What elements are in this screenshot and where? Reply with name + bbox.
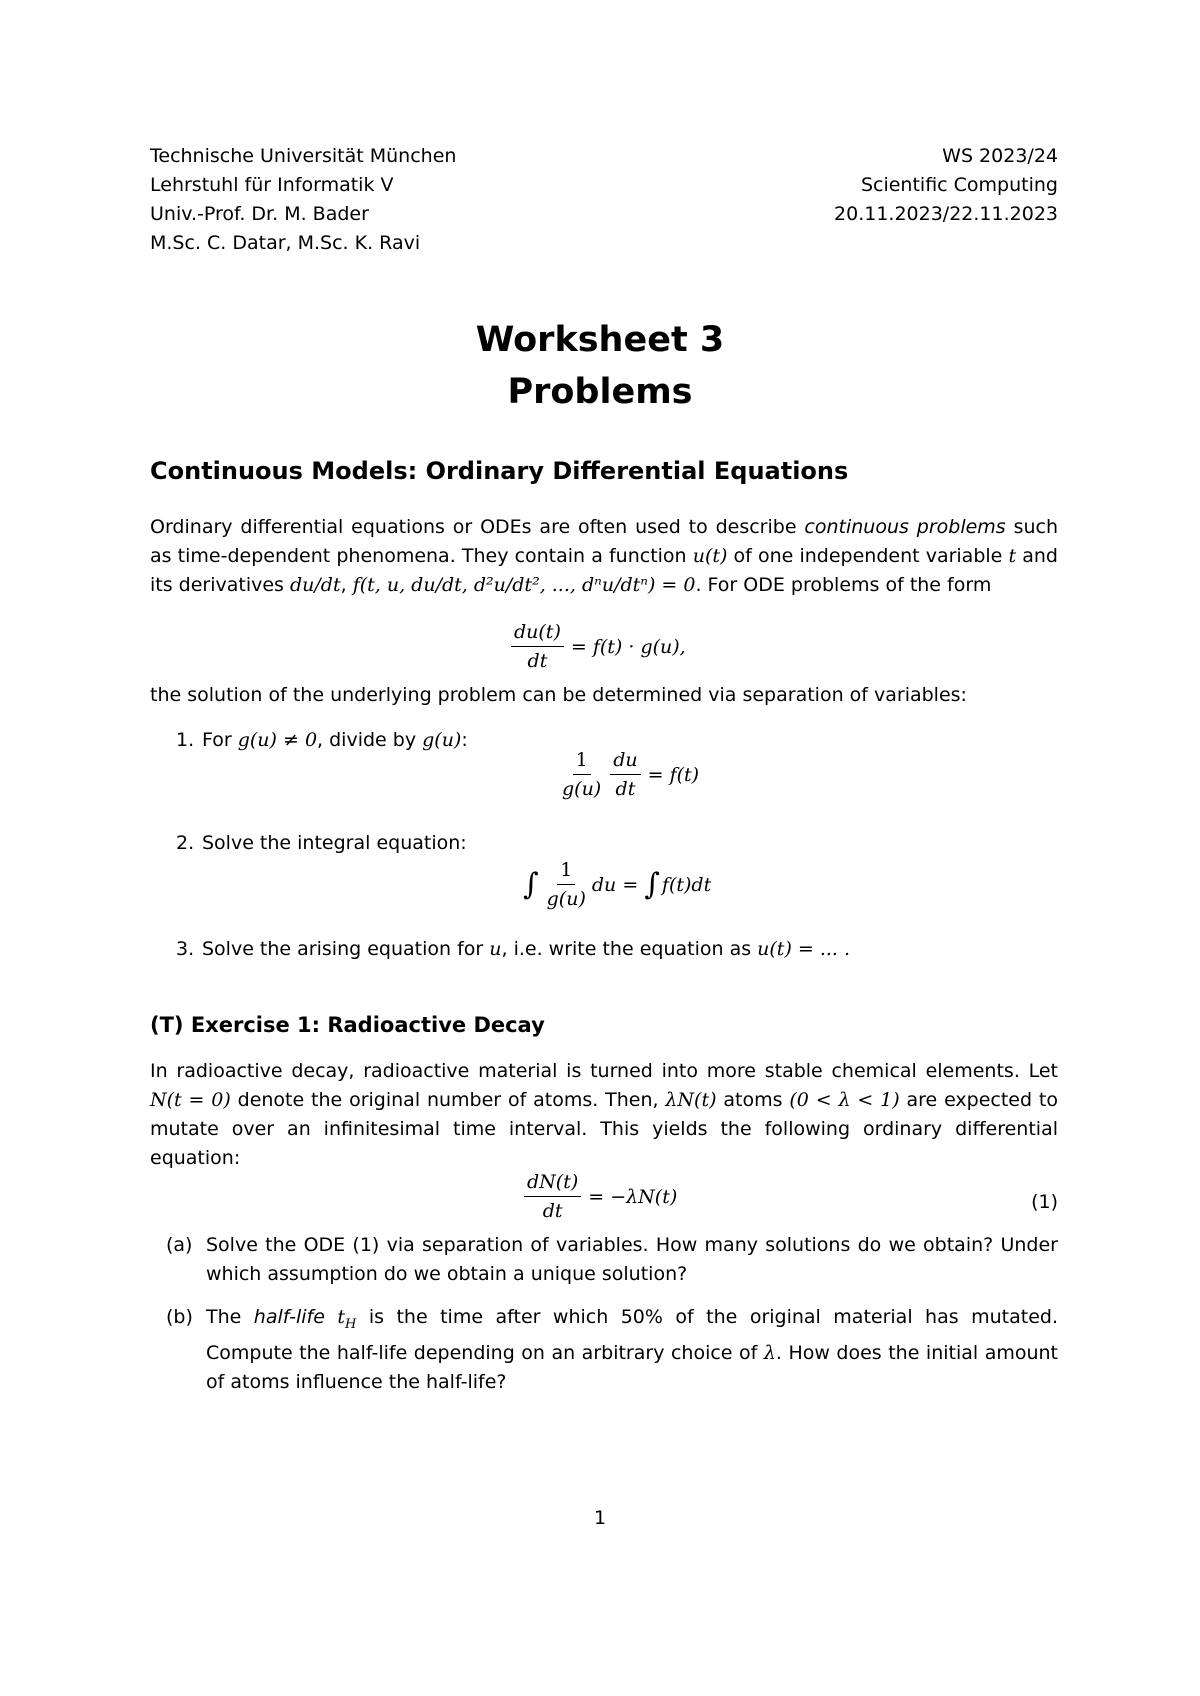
- fraction-numerator: du(t): [511, 620, 564, 647]
- item-text-part: The: [206, 1306, 254, 1328]
- session-dates: 20.11.2023/22.11.2023: [834, 203, 1058, 225]
- tutors-names: M.Sc. C. Datar, M.Sc. K. Ravi: [150, 232, 421, 254]
- equation-decay: [521, 1170, 677, 1223]
- intro-text-1: Ordinary differential equations or ODEs are often used to describe: [150, 516, 805, 538]
- step-text: Solve the arising equation for: [202, 938, 490, 960]
- header-left: [150, 142, 456, 258]
- fraction-denominator: dt: [527, 650, 548, 672]
- decay-text-4: are expected to mutate over an infinitesimal time interval. This yields the following ordinary differential equation:: [150, 1089, 1058, 1169]
- equation-number: (1): [1031, 1191, 1058, 1213]
- integral-sign: ∫: [523, 866, 539, 902]
- fraction: [511, 620, 564, 673]
- semester: WS 2023/24: [942, 145, 1058, 167]
- exercise-item-b: [166, 1303, 1058, 1397]
- decay-intro-paragraph: [150, 1057, 1058, 1173]
- fraction: [559, 748, 604, 801]
- separation-intro-text: the solution of the underlying problem can be determined via separation of variables:: [150, 684, 967, 706]
- intro-text-5: ,: [340, 574, 353, 596]
- ode-intro-paragraph: [150, 513, 1058, 600]
- item-text: [206, 1303, 1058, 1397]
- worksheet-subtitle: Problems: [507, 372, 693, 412]
- step-text: Solve the integral equation:: [202, 832, 467, 854]
- item-math-t: t: [337, 1306, 346, 1328]
- fraction-numerator: du: [610, 748, 640, 775]
- intro-text-6: . For ODE problems of the form: [695, 574, 992, 596]
- step-label: 2.: [176, 832, 195, 854]
- equation-divided: [556, 748, 699, 801]
- intro-emphasis: continuous problems: [804, 516, 1006, 538]
- fraction-numerator: 1: [573, 748, 591, 775]
- page-number: 1: [593, 1507, 607, 1529]
- step-label: 1.: [176, 729, 195, 751]
- fraction-numerator: dN(t): [524, 1170, 581, 1197]
- fraction: [524, 1170, 581, 1223]
- section-heading-odes: Continuous Models: Ordinary Differential Equations: [150, 457, 849, 485]
- equation-rhs: = f(t) · g(u),: [570, 635, 686, 658]
- decay-math-lambda-range: (0 < λ < 1): [789, 1089, 900, 1111]
- university-name: Technische Universität München: [150, 145, 457, 167]
- step-text: :: [461, 729, 468, 751]
- fraction-denominator: g(u): [562, 778, 602, 800]
- item-emphasis: half-life: [253, 1306, 325, 1328]
- step-text: , i.e. write the equation as: [501, 938, 758, 960]
- step-text: For: [202, 729, 238, 751]
- item-label: (a): [166, 1234, 193, 1256]
- step-3: [176, 935, 850, 964]
- intro-math-general-ode: f(t, u, du/dt, d²u/dt², ..., dⁿu/dtⁿ) = 0: [352, 574, 696, 596]
- fraction-denominator: dt: [542, 1200, 563, 1222]
- fraction-denominator: dt: [615, 778, 636, 800]
- item-text-part: is the time after which 50% of the original material has mutated. Compute the half-life depending on an arbitrary choice of: [206, 1306, 1058, 1364]
- professor-name: Univ.-Prof. Dr. M. Bader: [150, 203, 369, 225]
- step-math: u(t) = ... .: [757, 938, 851, 960]
- intro-math-dudt: du/dt: [290, 574, 341, 596]
- worksheet-title: Worksheet 3: [475, 320, 725, 360]
- equation-integral: [523, 858, 711, 911]
- equation-separable-form: [508, 620, 686, 673]
- intro-math-u: u(t): [692, 545, 728, 567]
- decay-text-2: denote the original number of atoms. Then,: [230, 1089, 666, 1111]
- equation-rhs: = f(t): [647, 763, 700, 786]
- fraction-denominator: g(u): [546, 888, 586, 910]
- integral-sign: ∫: [644, 866, 660, 902]
- exercise-item-a: [166, 1231, 1058, 1289]
- step-math: g(u) ≠ 0: [237, 729, 318, 751]
- fraction: [610, 748, 640, 801]
- fraction-numerator: 1: [557, 858, 575, 885]
- equation-middle: du =: [591, 873, 645, 896]
- step-math: g(u): [422, 729, 462, 751]
- intro-text-4: and its derivatives: [150, 545, 1058, 596]
- decay-text-1: In radioactive decay, radioactive material is turned into more stable chemical elements. Let: [150, 1060, 1058, 1082]
- decay-text-3: atoms: [716, 1089, 790, 1111]
- step-2: [176, 829, 467, 858]
- equation-rhs: = −λN(t): [588, 1185, 678, 1208]
- item-math-subscript: H: [345, 1316, 357, 1332]
- step-1: [176, 726, 468, 755]
- step-math: u: [489, 938, 502, 960]
- header-right: [834, 142, 1058, 229]
- intro-text-3: of one independent variable: [727, 545, 1009, 567]
- step-label: 3.: [176, 938, 195, 960]
- exercise-1-heading: (T) Exercise 1: Radioactive Decay: [150, 1013, 545, 1037]
- item-text: Solve the ODE (1) via separation of variables. How many solutions do we obtain? Under which assumption do we obtain a unique solution?: [206, 1234, 1058, 1285]
- fraction: [544, 858, 589, 911]
- intro-text-2: such as time-dependent phenomena. They contain a function: [150, 516, 1059, 567]
- intro-math-t: t: [1008, 545, 1017, 567]
- item-math-lambda: λ: [763, 1341, 776, 1364]
- chair-name: Lehrstuhl für Informatik V: [150, 174, 394, 196]
- step-text: , divide by: [317, 729, 423, 751]
- item-label: (b): [166, 1306, 193, 1328]
- course-name: Scientific Computing: [860, 174, 1058, 196]
- decay-math-n0: N(t = 0): [150, 1089, 231, 1111]
- decay-math-lambda-n: λN(t): [665, 1089, 717, 1111]
- equation-rhs: f(t)dt: [661, 873, 712, 896]
- item-text-part: . How does the initial amount of atoms influence the half-life?: [206, 1341, 1058, 1393]
